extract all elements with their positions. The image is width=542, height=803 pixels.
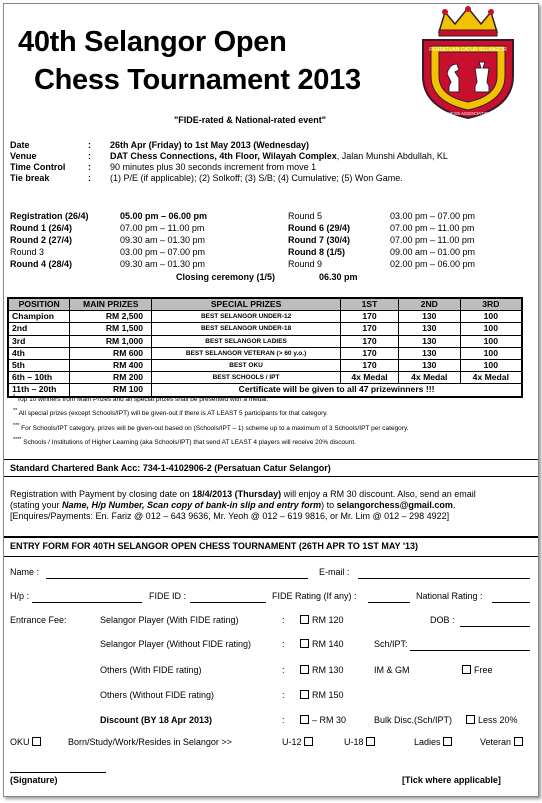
venue-main: DAT Chess Connections, 4th Floor, Wilayah Complex (110, 151, 337, 161)
schedule-left-label: Round 1 (26/4) (10, 223, 73, 233)
fide-rating-field[interactable] (368, 602, 410, 603)
fide-id-label: FIDE ID : (149, 591, 187, 601)
divider (4, 536, 538, 538)
schedule-right-time: 02.00 pm – 06.00 pm (390, 259, 476, 269)
footnote (13, 437, 356, 446)
detail-value-date: 26th Apr (Friday) to 1st May 2013 (Wednesday) (110, 140, 310, 150)
schedule-right-time: 07.00 pm – 11.00 pm (390, 223, 475, 233)
certificate-note: Certificate will be given to all 47 prizewinners !!! (152, 384, 522, 397)
cell-1st: 170 (341, 359, 399, 371)
table-row (8, 311, 522, 323)
schedule-left-time: 09.30 am – 01.30 pm (120, 235, 206, 245)
footnote-mark: * (13, 394, 16, 400)
footnote-text: Top 10 winners from Main Prizes and all special prizes shall be presented with a medal. (16, 396, 269, 404)
email-label: E-mail : (319, 567, 350, 577)
category-checkbox[interactable] (366, 737, 375, 746)
footnote (13, 423, 409, 432)
fee-option-label: Selangor Player (Without FIDE rating) (100, 639, 252, 649)
category-option-u12 (282, 737, 316, 747)
email-field[interactable] (358, 578, 530, 579)
bulk-discount-amount: Less 20% (478, 715, 518, 725)
bulk-discount-label: Bulk Disc.(Sch/IPT) (374, 715, 453, 725)
col-header-2nd: 2ND (398, 298, 460, 311)
detail-label-date: Date (10, 140, 30, 150)
category-label: U-18 (344, 737, 364, 747)
fee-option-sep: : (282, 665, 285, 675)
schedule-left-time: 07.00 pm – 11.00 pm (120, 223, 205, 233)
cell-special-prize: BEST OKU (152, 359, 341, 371)
footnote-mark: ** (13, 408, 18, 414)
fee-option-sep: : (282, 615, 285, 625)
cell-special-prize: BEST SELANGOR UNDER-12 (152, 311, 341, 323)
logo-top-text: PERSATUAN CATUR SELANGOR (429, 47, 507, 53)
cell-main-prize: RM 400 (70, 359, 152, 371)
cell-2nd: 4x Medal (398, 372, 460, 384)
fee-amount: RM 130 (312, 665, 344, 675)
cell-main-prize: RM 600 (70, 347, 152, 359)
category-option-u18 (344, 737, 378, 747)
registration-enquiries: [Enquires/Payments: En. Fariz @ 012 – 643 9636, Mr. Yeoh @ 012 – 619 9816, or Mr. Lim @ 012 – 298 4922] (10, 511, 450, 521)
cell-3rd: 100 (460, 347, 522, 359)
detail-sep-venue: : (88, 151, 91, 161)
closing-ceremony-label: Closing ceremony (1/5) (176, 272, 276, 282)
fee-option-sep: : (282, 639, 285, 649)
bulk-discount-option (466, 715, 518, 725)
fee-checkbox[interactable] (300, 639, 309, 648)
footnote-text: All special prizes (except Schools/IPT) will be given-out if there is AT LEAST 5 participants for that category. (18, 410, 328, 418)
name-field[interactable] (46, 578, 308, 579)
venue-extra: , Jalan Munshi Abdullah, KL (336, 151, 448, 161)
schedule-left-label: Registration (26/4) (10, 211, 89, 221)
detail-value-time-control: 90 minutes plus 30 seconds increment from move 1 (110, 162, 317, 172)
category-option-ladies (414, 737, 455, 747)
fide-id-field[interactable] (190, 602, 266, 603)
fee-amount: RM 120 (312, 615, 344, 625)
cell-special-prize: BEST SELANGOR UNDER-18 (152, 323, 341, 335)
fide-rating-label: FIDE Rating (If any) : (272, 591, 357, 601)
detail-value-tie-break: (1) P/E (if applicable); (2) Solkoff; (3) S/B; (4) Cumulative; (5) Won Game. (110, 173, 403, 183)
divider (4, 556, 538, 557)
schedule-right-time: 03.00 pm – 07.00 pm (390, 211, 476, 221)
entry-form-title: ENTRY FORM FOR 40TH SELANGOR OPEN CHESS TOURNAMENT (26TH APR TO 1ST MAY '13) (10, 541, 419, 551)
detail-label-tie-break: Tie break (10, 173, 50, 183)
cell-3rd: 4x Medal (460, 372, 522, 384)
registration-line-1 (10, 489, 476, 499)
national-rating-field[interactable] (492, 602, 530, 603)
schedule-right-label: Round 5 (288, 211, 323, 221)
discount-sep: : (282, 715, 285, 725)
cell-1st: 170 (341, 335, 399, 347)
detail-label-venue: Venue (10, 151, 37, 161)
reg-text: Registration with Payment by closing date on (10, 489, 193, 499)
schedule-left-time: 05.00 pm – 06.00 pm (120, 211, 208, 221)
col-header-1st: 1ST (341, 298, 399, 311)
table-row (8, 347, 522, 359)
detail-sep-date: : (88, 140, 91, 150)
table-row (8, 359, 522, 371)
event-subtitle: "FIDE-rated & National-rated event" (174, 115, 327, 125)
oku-label: OKU (10, 737, 30, 747)
cell-1st: 170 (341, 347, 399, 359)
dob-field[interactable] (460, 626, 530, 627)
prize-table-header (8, 298, 522, 311)
discount-label: Discount (BY 18 Apr 2013) (100, 715, 213, 725)
cell-main-prize: RM 200 (70, 372, 152, 384)
cell-3rd: 100 (460, 323, 522, 335)
registration-line-2 (10, 500, 455, 510)
cell-main-prize: RM 1,000 (70, 335, 152, 347)
category-checkbox[interactable] (304, 737, 313, 746)
discount-option (300, 715, 346, 725)
category-label: Veteran (480, 737, 512, 747)
cell-3rd: 100 (460, 311, 522, 323)
cell-position: 4th (8, 347, 70, 359)
cell-2nd: 130 (398, 335, 460, 347)
table-row (8, 372, 522, 384)
cell-2nd: 130 (398, 359, 460, 371)
footnote-text: For Schools/IPT category, prizes will be given-out based on (Schools/IPT – 1) scheme up to a maximum of 3 Schools/IPT per category. (21, 425, 409, 433)
footnote (13, 394, 268, 403)
chess-association-crest-logo (409, 6, 527, 120)
entrance-fee-label: Entrance Fee: (10, 615, 67, 625)
dob-label: DOB : (430, 615, 455, 625)
oku-checkbox[interactable] (32, 737, 41, 746)
cell-main-prize: RM 100 (70, 384, 152, 397)
cell-1st: 170 (341, 323, 399, 335)
detail-sep-tie-break: : (88, 173, 91, 183)
sch-ipt-field[interactable] (410, 650, 530, 651)
schedule-left-label: Round 3 (10, 247, 45, 257)
schedule-left-label: Round 2 (27/4) (10, 235, 73, 245)
im-gm-label: IM & GM (374, 665, 410, 675)
cell-main-prize: RM 2,500 (70, 311, 152, 323)
detail-label-time-control: Time Control (10, 162, 66, 172)
table-row (8, 335, 522, 347)
cell-2nd: 130 (398, 311, 460, 323)
fee-amount: RM 150 (312, 690, 344, 700)
discount-amount: – RM 30 (312, 715, 347, 725)
tick-where-applicable-note: [Tick where applicable] (402, 775, 501, 785)
cell-position: 2nd (8, 323, 70, 335)
title-line-1: 40th Selangor Open (18, 26, 287, 58)
reg-text: (stating your (10, 500, 63, 510)
born-in-selangor-label: Born/Study/Work/Resides in Selangor >> (68, 737, 232, 747)
cell-2nd: 130 (398, 347, 460, 359)
detail-sep-time-control: : (88, 162, 91, 172)
cell-position: 3rd (8, 335, 70, 347)
cell-special-prize: BEST SCHOOLS / IPT (152, 372, 341, 384)
footnote-mark: **** (13, 437, 22, 443)
free-label: Free (474, 665, 493, 675)
schedule-left-time: 03.00 pm – 07.00 pm (120, 247, 206, 257)
category-label: Ladies (414, 737, 441, 747)
name-label: Name : (10, 567, 40, 577)
prize-table (7, 297, 523, 398)
cell-1st: 4x Medal (341, 372, 399, 384)
cell-3rd: 100 (460, 359, 522, 371)
closing-ceremony-time: 06.30 pm (319, 272, 358, 282)
cell-1st: 170 (341, 311, 399, 323)
reg-closing-date: 18/4/2013 (Thursday) (192, 489, 282, 499)
cell-special-prize: BEST SELANGOR VETERAN (> 60 y.o.) (152, 347, 341, 359)
title-line-2: Chess Tournament 2013 (34, 64, 361, 96)
fee-option-label: Selangor Player (With FIDE rating) (100, 615, 239, 625)
col-header-3rd: 3RD (460, 298, 522, 311)
signature-field[interactable] (10, 772, 106, 773)
detail-value-venue (110, 151, 448, 161)
footnote-text: Schools / Institutions of Higher Learning (aka Schools/IPT) that send AT LEAST 4 players will receive 20% discount. (23, 439, 356, 447)
schedule-right-label: Round 6 (29/4) (288, 223, 351, 233)
hp-field[interactable] (32, 602, 142, 603)
schedule-right-label: Round 8 (1/5) (288, 247, 346, 257)
fee-option (300, 690, 344, 700)
fee-amount: RM 140 (312, 639, 344, 649)
fee-checkbox[interactable] (300, 665, 309, 674)
fee-option (300, 665, 344, 675)
category-checkbox[interactable] (514, 737, 523, 746)
footnote-mark: *** (13, 423, 20, 429)
free-option (462, 665, 493, 675)
reg-requirements: Name, H/p Number, Scan copy of bank-in slip and entry form (62, 500, 322, 510)
footnote (13, 408, 328, 417)
reg-text: ) to (321, 500, 337, 510)
divider (4, 459, 538, 460)
free-checkbox[interactable] (462, 665, 471, 674)
category-checkbox[interactable] (443, 737, 452, 746)
col-header-position: POSITION (8, 298, 70, 311)
cell-position: 11th – 20th (8, 384, 70, 397)
cell-position: Champion (8, 311, 70, 323)
fee-checkbox[interactable] (300, 690, 309, 699)
bank-account: Standard Chartered Bank Acc: 734-1-4102906-2 (Persatuan Catur Selangor) (10, 463, 331, 473)
category-option-veteran (480, 737, 526, 747)
schedule-right-label: Round 7 (30/4) (288, 235, 351, 245)
col-header-special-prizes: SPECIAL PRIZES (152, 298, 341, 311)
schedule-right-time: 09.00 am – 01.00 pm (390, 247, 476, 257)
col-header-main-prizes: MAIN PRIZES (70, 298, 152, 311)
reg-email-link[interactable]: selangorchess@gmail.com (336, 500, 453, 510)
schedule-left-label: Round 4 (28/4) (10, 259, 73, 269)
hp-label: H/p : (10, 591, 30, 601)
cell-3rd: 100 (460, 335, 522, 347)
signature-label: (Signature) (10, 775, 58, 785)
national-rating-label: National Rating : (416, 591, 483, 601)
fee-option-sep: : (282, 690, 285, 700)
cell-main-prize: RM 1,500 (70, 323, 152, 335)
fee-option-label: Others (Without FIDE rating) (100, 690, 215, 700)
cell-position: 6th – 10th (8, 372, 70, 384)
tournament-flyer (3, 3, 539, 797)
reg-text: will enjoy a RM 30 discount. Also, send an email (281, 489, 476, 499)
sch-ipt-label: Sch/IPT: (374, 639, 408, 649)
discount-checkbox[interactable] (300, 715, 309, 724)
fee-option (300, 615, 344, 625)
cell-position: 5th (8, 359, 70, 371)
fee-option (300, 639, 344, 649)
divider (4, 476, 538, 477)
table-row (8, 323, 522, 335)
fee-checkbox[interactable] (300, 615, 309, 624)
cell-2nd: 130 (398, 323, 460, 335)
fee-option-label: Others (With FIDE rating) (100, 665, 202, 675)
schedule-right-label: Round 9 (288, 259, 323, 269)
oku-option (10, 737, 44, 747)
logo-bottom-text: CHESS ASSOCIATION (444, 111, 492, 116)
reg-text: . (452, 500, 456, 510)
bulk-discount-checkbox[interactable] (466, 715, 475, 724)
cell-special-prize: BEST SELANGOR LADIES (152, 335, 341, 347)
schedule-right-time: 07.00 pm – 11.00 pm (390, 235, 475, 245)
schedule-left-time: 09.30 am – 01.30 pm (120, 259, 206, 269)
category-label: U-12 (282, 737, 302, 747)
